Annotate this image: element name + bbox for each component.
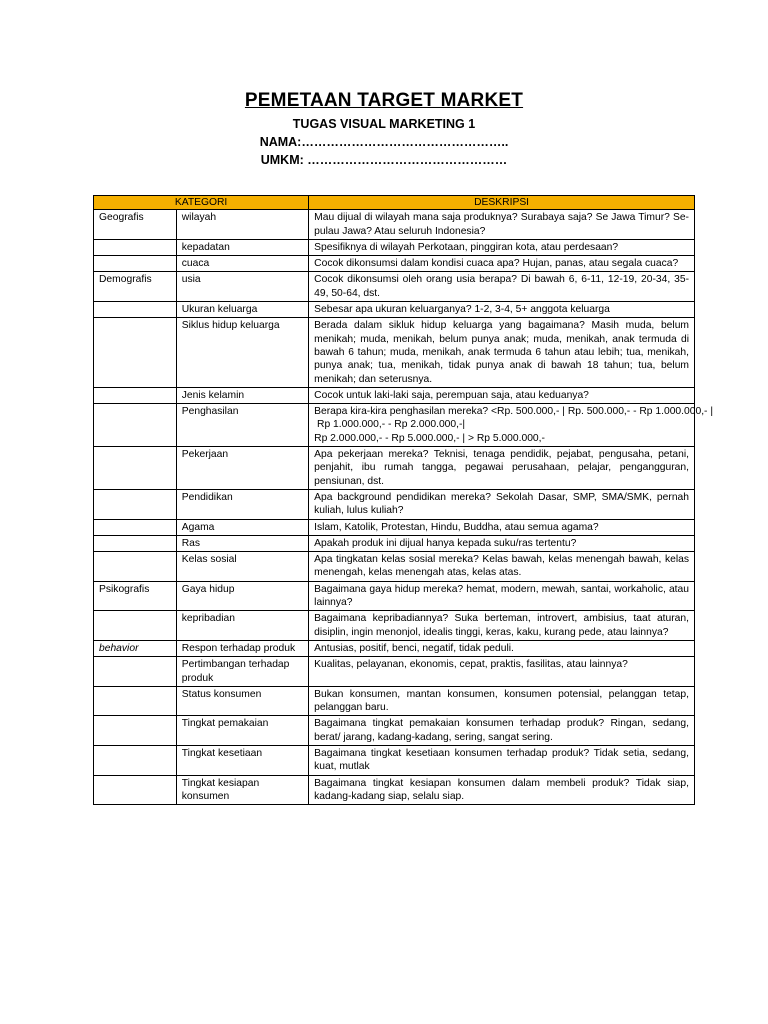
category-cell: Geografis [94,210,177,240]
description-cell: Antusias, positif, benci, negatif, tidak peduli. [309,640,695,656]
subcategory-cell: Pekerjaan [176,447,308,490]
table-row [94,447,695,490]
name-field-label: NAMA:………………………………………….. [259,135,509,149]
subcategory-cell: Siklus hidup keluarga [176,318,308,387]
subcategory-cell: Tingkat kesiapan konsumen [176,775,308,805]
umkm-field-label: UMKM: ………………………………………… [260,153,508,167]
table-row [94,239,695,255]
subcategory-cell: Ukuran keluarga [176,302,308,318]
category-cell-empty [94,387,177,403]
subcategory-cell: Jenis kelamin [176,387,308,403]
category-cell-empty [94,256,177,272]
subcategory-cell: Respon terhadap produk [176,640,308,656]
description-cell: Apa tingkatan kelas sosial mereka? Kelas bawah, kelas menengah bawah, kelas menengah, kelas menengah atas, kelas atas. [309,552,695,582]
target-market-table [93,195,714,805]
description-cell: Berada dalam sikluk hidup keluarga yang bagaimana? Masih muda, belum menikah; muda, menikah, belum punya anak; muda, menikah, anak termuda di bawah 6 tahun; muda, menikah, anak termuda 6 tahun atau lebih; tua, menikah, punya anak; tua, menikah, tidak punya anak di bawah 18 tahun; tua, belum menikah; dan seterusnya. [309,318,695,387]
description-cell: Bagaimana gaya hidup mereka? hemat, modern, mewah, santai, workaholic, atau lainnya? [309,581,695,611]
description-cell: Spesifiknya di wilayah Perkotaan, pinggiran kota, atau perdesaan? [309,239,695,255]
table-row [94,552,695,582]
category-cell-empty [94,686,177,716]
table-row [94,775,695,805]
table-row [94,716,695,746]
subcategory-cell: Pendidikan [176,489,308,519]
table-row [94,404,695,447]
category-cell-empty [94,302,177,318]
assignment-subtitle: TUGAS VISUAL MARKETING 1 [292,117,476,131]
description-cell: Apa background pendidikan mereka? Sekolah Dasar, SMP, SMA/SMK, pernah kuliah, lulus kuliah? [309,489,695,519]
header-kategori: KATEGORI [94,196,309,210]
category-cell-empty [94,519,177,535]
table-row [94,519,695,535]
table-row [94,535,695,551]
category-cell-empty [94,716,177,746]
description-cell: Mau dijual di wilayah mana saja produknya? Surabaya saja? Se Jawa Timur? Se-pulau Jawa? Atau seluruh Indonesia? [309,210,695,240]
category-cell-empty [94,775,177,805]
description-cell: Islam, Katolik, Protestan, Hindu, Buddha, atau semua agama? [309,519,695,535]
table-row [94,611,695,641]
page-title: PEMETAAN TARGET MARKET [244,90,524,111]
subcategory-cell: usia [176,272,308,302]
description-line: Berapa kira-kira penghasilan mereka? <Rp. 500.000,- | Rp. 500.000,- - Rp 1.000.000,- | [314,406,714,418]
description-cell: Cocok untuk laki-laki saja, perempuan saja, atau keduanya? [309,387,695,403]
table-row [94,657,695,687]
category-cell-empty [94,611,177,641]
table-row [94,387,695,403]
category-cell-empty [94,318,177,387]
subcategory-cell: Pertimbangan terhadap produk [176,657,308,687]
table-row [94,302,695,318]
table-header-row [94,196,695,210]
category-cell-empty [94,745,177,775]
subcategory-cell: kepadatan [176,239,308,255]
table-row [94,318,695,387]
table-row [94,745,695,775]
category-cell-empty [94,239,177,255]
table-row [94,640,695,656]
description-cell: Cocok dikonsumsi oleh orang usia berapa? Di bawah 6, 6-11, 12-19, 20-34, 35-49, 50-64, dst. [309,272,695,302]
subcategory-cell: Status konsumen [176,686,308,716]
description-line: Rp 2.000.000,- - Rp 5.000.000,- | > Rp 5.000.000,- [314,432,545,444]
subcategory-cell: Tingkat pemakaian [176,716,308,746]
description-cell: Bagaimana tingkat kesiapan konsumen dalam membeli produk? Tidak siap, kadang-kadang siap, selalu siap. [309,775,695,805]
subcategory-cell: Agama [176,519,308,535]
category-cell-empty [94,535,177,551]
category-cell-empty [94,404,177,447]
description-cell: Bagaimana kepribadiannya? Suka berteman, introvert, ambisius, taat aturan, disiplin, ingin menonjol, idealis tinggi, keras, kaku, kurang pede, atau lainnya? [309,611,695,641]
table-row [94,581,695,611]
description-cell: Cocok dikonsumsi dalam kondisi cuaca apa? Hujan, panas, atau segala cuaca? [309,256,695,272]
category-cell: Psikografis [94,581,177,611]
description-line: Rp 1.000.000,- - Rp 2.000.000,-| [314,419,466,431]
category-cell-empty [94,552,177,582]
subcategory-cell: Kelas sosial [176,552,308,582]
description-cell: Bagaimana tingkat kesetiaan konsumen terhadap produk? Tidak setia, sedang, kuat, mutlak [309,745,695,775]
description-cell: Apa pekerjaan mereka? Teknisi, tenaga pendidik, pejabat, pengusaha, petani, penjahit, ibu rumah tangga, pegawai perusahaan, pelajar, pengangguran, pensiunan, dst. [309,447,695,490]
table-row [94,210,695,240]
description-cell: Bagaimana tingkat pemakaian konsumen terhadap produk? Ringan, sedang, berat/ jarang, kadang-kadang, sering, sangat sering. [309,716,695,746]
subcategory-cell: cuaca [176,256,308,272]
subcategory-cell: Ras [176,535,308,551]
description-cell: Sebesar apa ukuran keluarganya? 1-2, 3-4, 5+ anggota keluarga [309,302,695,318]
category-cell: behavior [94,640,177,656]
table-row [94,256,695,272]
subcategory-cell: Gaya hidup [176,581,308,611]
header-deskripsi: DESKRIPSI [309,196,695,210]
category-cell: Demografis [94,272,177,302]
subcategory-cell: wilayah [176,210,308,240]
category-cell-empty [94,447,177,490]
subcategory-cell: kepribadian [176,611,308,641]
table-row [94,686,695,716]
description-cell: Kualitas, pelayanan, ekonomis, cepat, praktis, fasilitas, atau lainnya? [309,657,695,687]
category-cell-empty [94,657,177,687]
subcategory-cell: Tingkat kesetiaan [176,745,308,775]
description-cell [309,404,714,447]
description-cell: Bukan konsumen, mantan konsumen, konsumen potensial, pelanggan tetap, pelanggan baru. [309,686,695,716]
description-cell: Apakah produk ini dijual hanya kepada suku/ras tertentu? [309,535,695,551]
subcategory-cell: Penghasilan [176,404,308,447]
table-row [94,272,695,302]
category-cell-empty [94,489,177,519]
table-row [94,489,695,519]
